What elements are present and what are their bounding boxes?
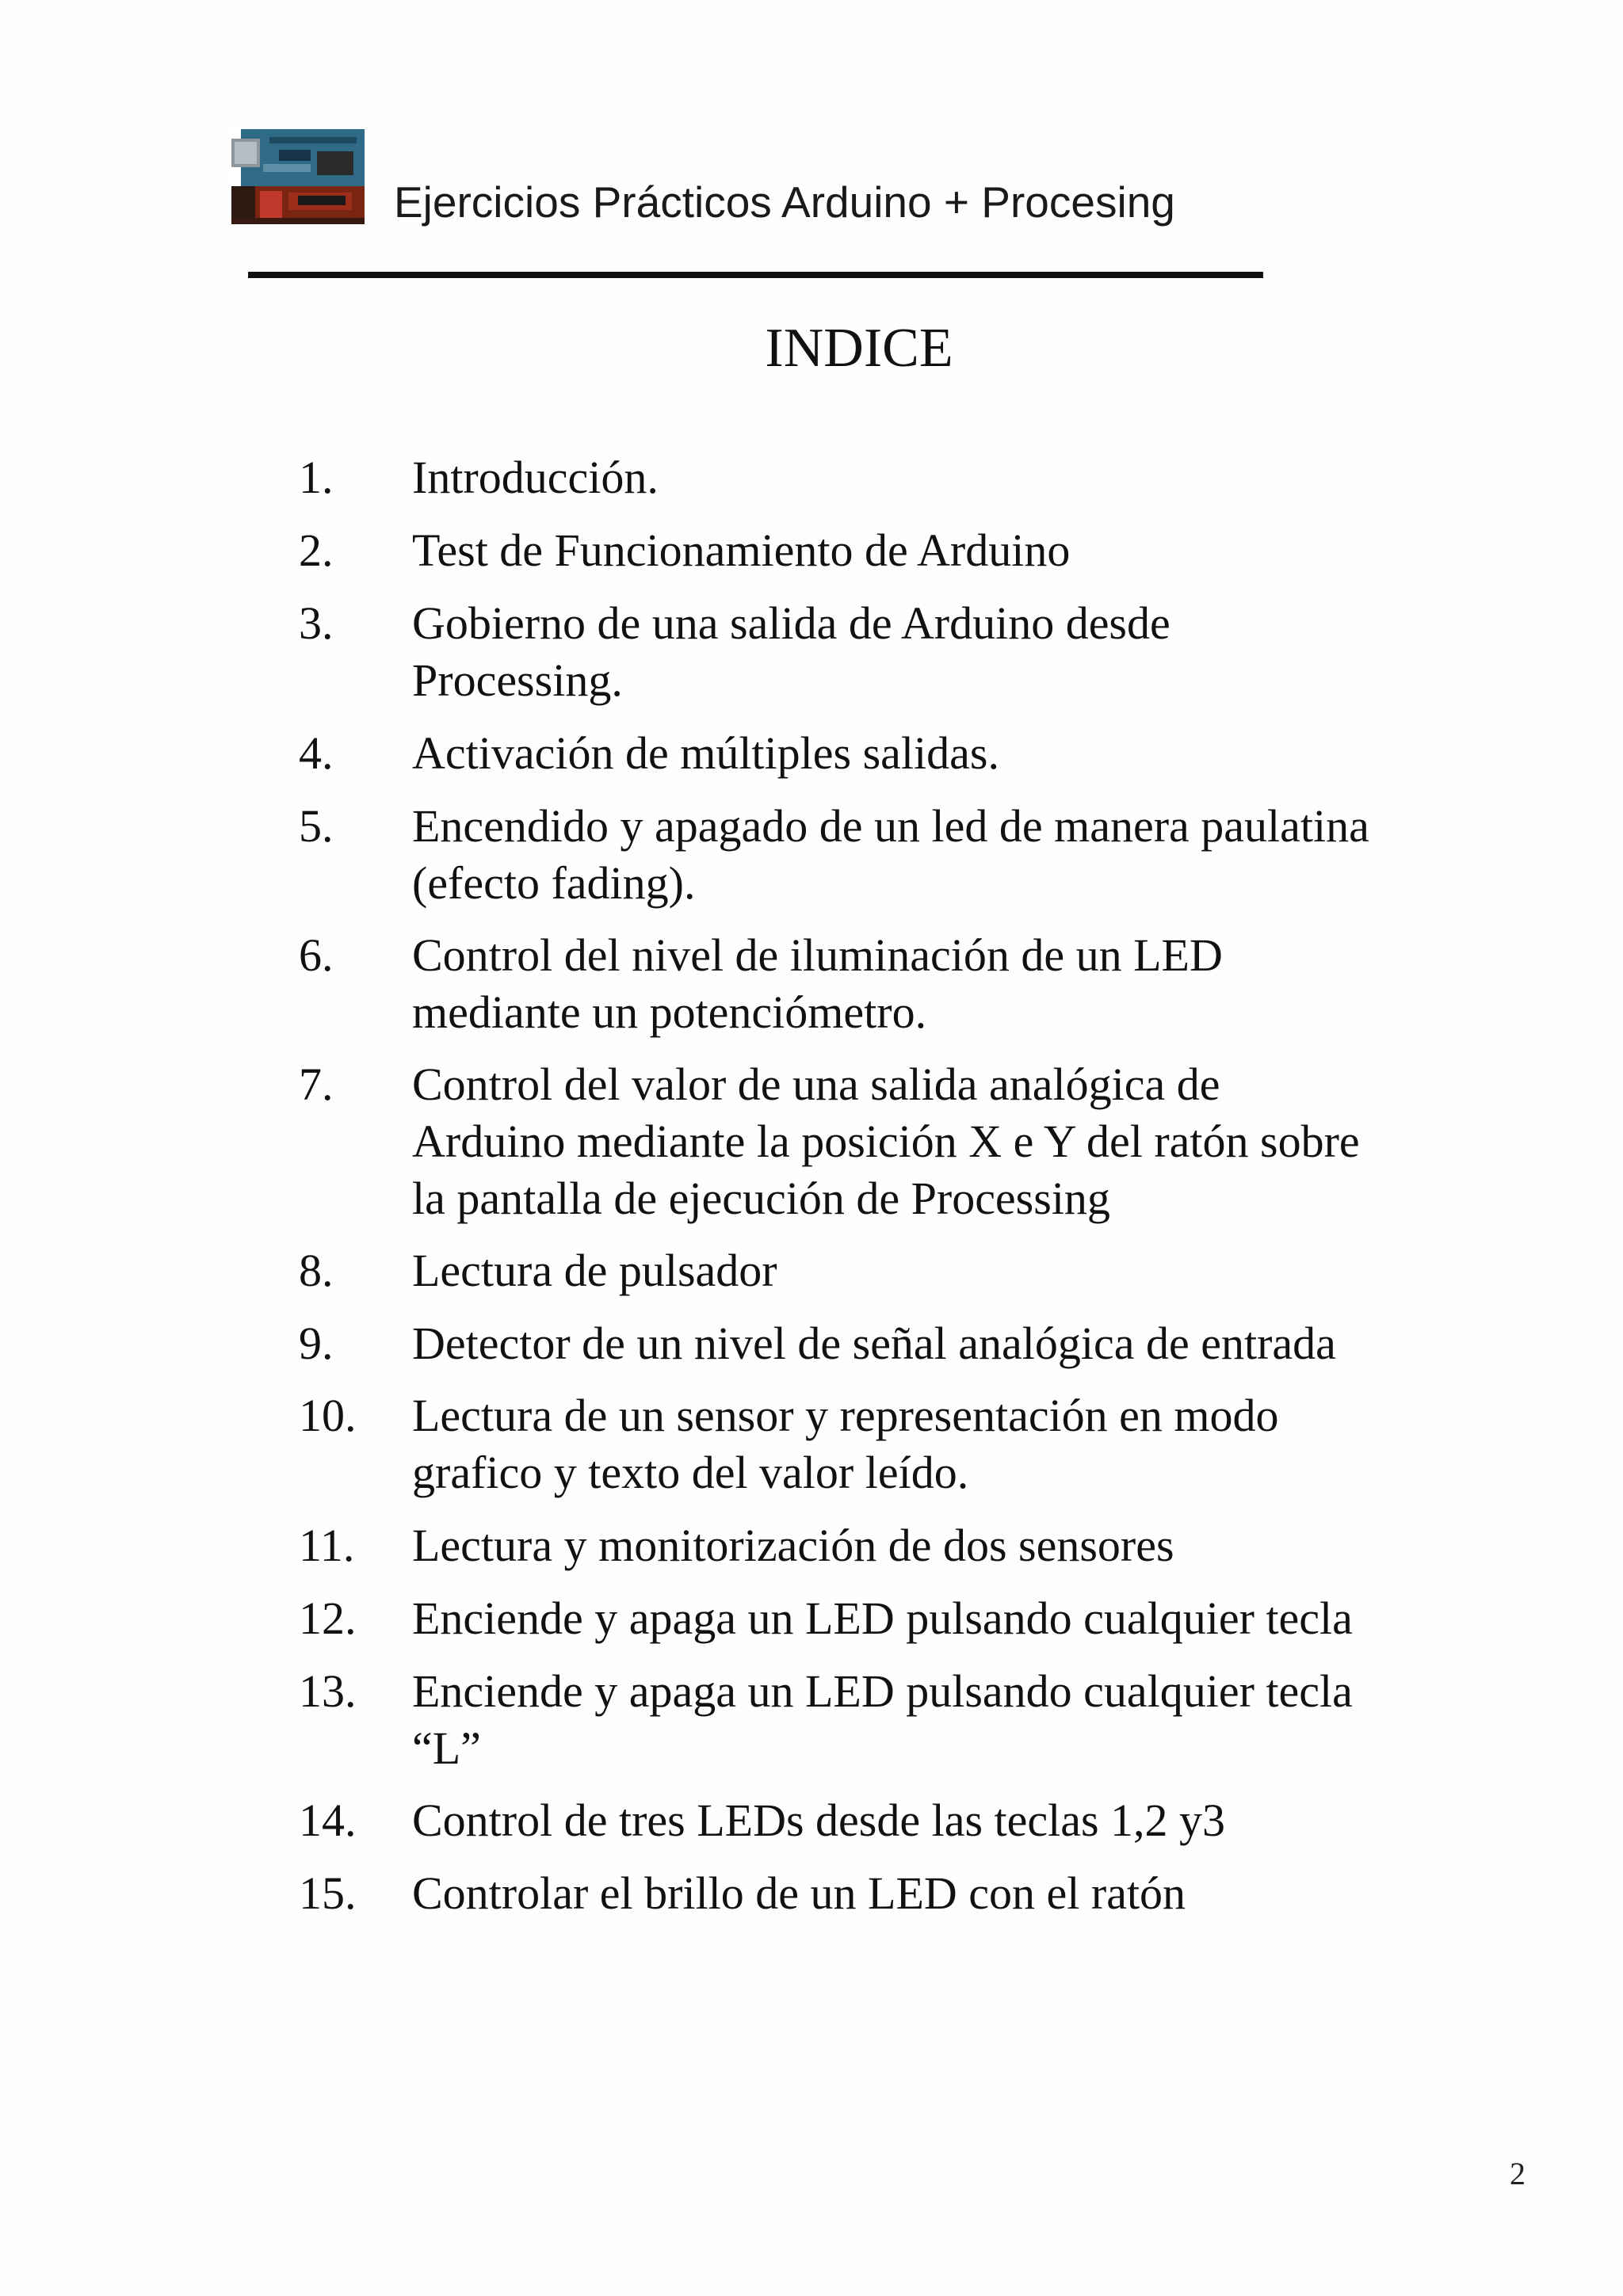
- toc-item-text: Enciende y apaga un LED pulsando cualquier tecla “L”: [412, 1665, 1353, 1774]
- toc-item-text: Activación de múltiples salidas.: [412, 727, 999, 779]
- toc-item-number: 3.: [299, 597, 334, 649]
- toc-item-number: 9.: [299, 1318, 334, 1369]
- toc-item-text: Gobierno de una salida de Arduino desde Processing.: [412, 597, 1170, 706]
- toc-item-number: 11.: [299, 1520, 355, 1571]
- toc-item-number: 1.: [299, 452, 334, 503]
- toc-item-text: Introducción.: [412, 452, 659, 503]
- toc-item-number: 5.: [299, 800, 334, 852]
- document-header-title: Ejercicios Prácticos Arduino + Procesing: [394, 177, 1175, 227]
- toc-item-text: Test de Funcionamiento de Arduino: [412, 524, 1071, 576]
- toc-item-text: Lectura y monitorización de dos sensores: [412, 1520, 1174, 1571]
- toc-item-text: Enciende y apaga un LED pulsando cualquier tecla: [412, 1592, 1353, 1644]
- toc-item-text: Lectura de pulsador: [412, 1245, 777, 1296]
- toc-item-text: Lectura de un sensor y representación en modo grafico y texto del valor leído.: [412, 1390, 1279, 1498]
- page-number: 2: [1510, 2156, 1526, 2191]
- toc-item-number: 7.: [299, 1058, 334, 1110]
- toc-item-number: 6.: [299, 929, 334, 981]
- toc-item-number: 4.: [299, 727, 334, 779]
- toc-item-number: 8.: [299, 1245, 334, 1296]
- toc-item-number: 10.: [299, 1390, 357, 1441]
- header-divider: [248, 272, 1263, 278]
- index-title: INDICE: [765, 318, 953, 379]
- toc-item-number: 2.: [299, 524, 334, 576]
- toc-item-text: Detector de un nivel de señal analógica de entrada: [412, 1318, 1336, 1369]
- toc-item-text: Control del nivel de iluminación de un LED mediante un potenciómetro.: [412, 929, 1223, 1038]
- toc-item-number: 12.: [299, 1592, 357, 1644]
- toc-item-number: 15.: [299, 1867, 357, 1919]
- toc-item-number: 13.: [299, 1665, 357, 1717]
- toc-item-number: 14.: [299, 1794, 357, 1846]
- toc-item-text: Control del valor de una salida analógica de Arduino mediante la posición X e Y del ratón sobre la pantalla de ejecución de Processing: [412, 1058, 1360, 1224]
- arduino-board-logo-icon: [231, 129, 365, 224]
- toc-item-text: Encendido y apagado de un led de manera paulatina (efecto fading).: [412, 800, 1369, 909]
- toc-item-text: Controlar el brillo de un LED con el ratón: [412, 1867, 1186, 1919]
- toc-item-text: Control de tres LEDs desde las teclas 1,2 y3: [412, 1794, 1226, 1846]
